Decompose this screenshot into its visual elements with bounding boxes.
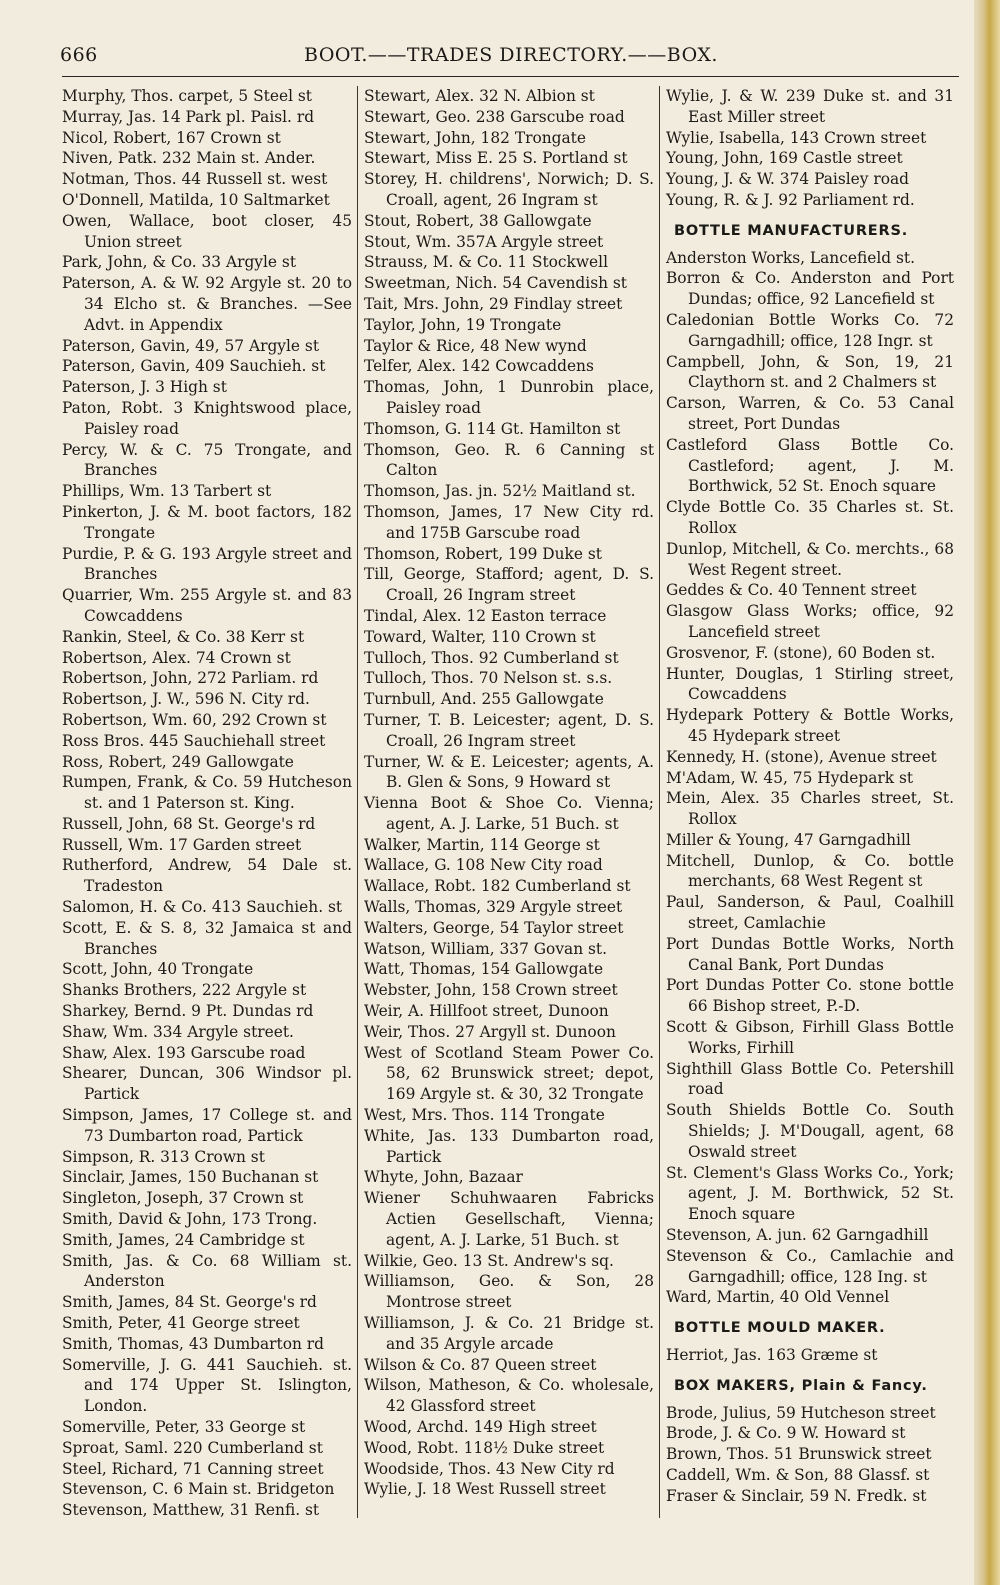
directory-entry: Grosvenor, F. (stone), 60 Boden st.: [666, 643, 936, 662]
directory-entry: Smith, David & John, 173 Trong.: [62, 1210, 318, 1229]
directory-entry: Stewart, Miss E. 25 S. Portland st: [364, 149, 628, 168]
directory-entry: Tulloch, Thos. 70 Nelson st. s.s.: [364, 669, 613, 688]
directory-entry: Storey, H. childrens', Norwich; D. S. Croall, agent, 26 Ingram st: [364, 170, 654, 209]
directory-entry: Rumpen, Frank, & Co. 59 Hutcheson st. and 1 Paterson st. King.: [62, 773, 352, 813]
directory-entry: Smith, James, 24 Cambridge st: [62, 1230, 305, 1249]
directory-entry: St. Clement's Glass Works Co., York; agent, J. M. Borthwick, 52 St. Enoch square: [666, 1163, 954, 1224]
section-heading: BOX MAKERS, Plain & Fancy.: [674, 1377, 928, 1394]
directory-entry: Williamson, Geo. & Son, 28 Montrose street: [364, 1272, 654, 1312]
directory-entry: Robertson, Wm. 60, 292 Crown st: [62, 710, 327, 729]
header-rule: [62, 76, 959, 77]
directory-column-1: [62, 86, 352, 1521]
directory-entry: Simpson, James, 17 College st. and 73 Dumbarton road, Partick: [62, 1106, 352, 1145]
directory-entry: Dunlop, Mitchell, & Co. merchts., 68 West Regent street.: [666, 539, 954, 579]
directory-entry: Turnbull, And. 255 Gallowgate: [364, 690, 604, 709]
directory-entry: M'Adam, W. 45, 75 Hydepark st: [666, 768, 914, 787]
directory-entry: Taylor, John, 19 Trongate: [364, 315, 562, 334]
directory-entry: Steel, Richard, 71 Canning street: [62, 1459, 324, 1478]
directory-entry: Wood, Archd. 149 High street: [364, 1418, 597, 1436]
directory-entry: Caledonian Bottle Works Co. 72 Garngadhill; office, 128 Ingr. st: [666, 310, 954, 350]
directory-entry: Shanks Brothers, 222 Argyle st: [62, 981, 307, 1000]
directory-entry: Fraser & Sinclair, 59 N. Fredk. st: [666, 1486, 927, 1505]
directory-entry: Clyde Bottle Co. 35 Charles st. St. Rollox: [666, 498, 954, 537]
directory-entry: Sweetman, Nich. 54 Cavendish st: [364, 274, 627, 293]
directory-entry: Stout, Robert, 38 Gallowgate: [364, 211, 592, 230]
directory-entry: Quarrier, Wm. 255 Argyle st. and 83 Cowcaddens: [62, 586, 352, 625]
directory-entry: Wylie, Isabella, 143 Crown street: [666, 128, 927, 147]
directory-entry: Castleford Glass Bottle Co. Castleford; agent, J. M. Borthwick, 52 St. Enoch square: [666, 435, 954, 496]
directory-entry: Pinkerton, J. & M. boot factors, 182 Trongate: [62, 502, 352, 542]
directory-entry: Scott, John, 40 Trongate: [62, 960, 254, 979]
directory-entry: Percy, W. & C. 75 Trongate, and Branches: [62, 440, 352, 480]
directory-entry: Borron & Co. Anderston and Port Dundas; office, 92 Lancefield st: [666, 269, 954, 309]
directory-entry: Smith, Jas. & Co. 68 William st. Anderston: [62, 1251, 352, 1291]
directory-entry: Stewart, Alex. 32 N. Albion st: [364, 87, 595, 105]
directory-entry: Sighthill Glass Bottle Co. Petershill road: [666, 1059, 954, 1099]
directory-entry: Hydepark Pottery & Bottle Works, 45 Hydepark street: [666, 706, 954, 745]
directory-entry: Mein, Alex. 35 Charles street, St. Rollox: [666, 789, 954, 829]
directory-entry: Sinclair, James, 150 Buchanan st: [62, 1168, 319, 1187]
directory-entry: Scott, E. & S. 8, 32 Jamaica st and Branches: [62, 918, 352, 958]
directory-entry: Brode, Julius, 59 Hutcheson street: [666, 1403, 936, 1422]
directory-entry: Whyte, John, Bazaar: [364, 1168, 523, 1187]
directory-entry: Turner, T. B. Leicester; agent, D. S. Croall, 26 Ingram street: [364, 710, 654, 750]
directory-entry: Thomson, Jas. jn. 52½ Maitland st.: [364, 482, 636, 501]
directory-entry: Mitchell, Dunlop, & Co. bottle merchants, 68 West Regent st: [666, 851, 954, 891]
directory-entry: Rutherford, Andrew, 54 Dale st. Tradeston: [62, 856, 352, 896]
directory-entry: Young, John, 169 Castle street: [666, 149, 903, 168]
directory-entry: Williamson, J. & Co. 21 Bridge st. and 35 Argyle arcade: [364, 1314, 654, 1353]
directory-entry: Geddes & Co. 40 Tennent street: [666, 581, 917, 600]
directory-entry: Sharkey, Bernd. 9 Pt. Dundas rd: [62, 1002, 314, 1021]
directory-entry: Stevenson, Matthew, 31 Renfi. st: [62, 1501, 320, 1520]
directory-entry: Purdie, P. & G. 193 Argyle street and Branches: [62, 544, 352, 584]
directory-entry: Port Dundas Potter Co. stone bottle 66 Bishop street, P.-D.: [666, 976, 954, 1016]
directory-entry: Shaw, Wm. 334 Argyle street.: [62, 1022, 294, 1041]
directory-entry: Young, J. & W. 374 Paisley road: [666, 170, 910, 189]
directory-entry: O'Donnell, Matilda, 10 Saltmarket: [62, 190, 330, 209]
directory-entry: Walters, George, 54 Taylor street: [364, 918, 624, 937]
page-number: 666: [60, 44, 98, 66]
directory-entry: Vienna Boot & Shoe Co. Vienna; agent, A. J. Larke, 51 Buch. st: [364, 794, 654, 833]
directory-entry: Miller & Young, 47 Garngadhill: [666, 830, 911, 849]
directory-entry: Ward, Martin, 40 Old Vennel: [666, 1288, 890, 1307]
directory-entry: Wallace, G. 108 New City road: [364, 856, 603, 875]
directory-entry: Shearer, Duncan, 306 Windsor pl. Partick: [62, 1064, 352, 1104]
directory-entry: Thomson, Geo. R. 6 Canning st Calton: [364, 440, 654, 480]
directory-entry: Thomson, G. 114 Gt. Hamilton st: [364, 419, 621, 438]
directory-entry: Paterson, Gavin, 49, 57 Argyle st: [62, 336, 320, 355]
directory-entry: Wilkie, Geo. 13 St. Andrew's sq.: [364, 1251, 614, 1270]
directory-entry: Wiener Schuhwaaren Fabricks Actien Gesellschaft, Vienna; agent, A. J. Larke, 51 Buch. st: [364, 1189, 654, 1249]
directory-entry: Weir, A. Hillfoot street, Dunoon: [364, 1002, 609, 1021]
directory-entry: Wylie, J. & W. 239 Duke st. and 31 East Miller street: [666, 87, 954, 126]
directory-entry: Robertson, J. W., 596 N. City rd.: [62, 690, 310, 709]
directory-entry: Smith, Thomas, 43 Dumbarton rd: [62, 1334, 325, 1353]
directory-entry: Wood, Robt. 118½ Duke street: [364, 1438, 605, 1457]
directory-entry: Brode, J. & Co. 9 W. Howard st: [666, 1424, 906, 1443]
directory-entry: Taylor & Rice, 48 New wynd: [364, 336, 587, 355]
directory-entry: Watt, Thomas, 154 Gallowgate: [364, 960, 604, 979]
directory-entry: White, Jas. 133 Dumbarton road, Partick: [364, 1126, 654, 1166]
directory-entry: West of Scotland Steam Power Co. 58, 62 Brunswick street; depot, 169 Argyle st. & 30, 32 Trongate: [364, 1043, 654, 1104]
directory-entry: Strauss, M. & Co. 11 Stockwell: [364, 253, 608, 272]
directory-entry: Toward, Walter, 110 Crown st: [364, 627, 596, 646]
directory-entry: Brown, Thos. 51 Brunswick street: [666, 1445, 932, 1464]
directory-entry: Stewart, John, 182 Trongate: [364, 128, 586, 147]
directory-entry: Wilson & Co. 87 Queen street: [364, 1355, 597, 1374]
directory-entry: Paul, Sanderson, & Paul, Coalhill street, Camlachie: [666, 893, 954, 933]
section-heading: BOTTLE MANUFACTURERS.: [674, 222, 909, 239]
directory-entry: Robertson, Alex. 74 Crown st: [62, 648, 291, 667]
directory-entry: Singleton, Joseph, 37 Crown st: [62, 1189, 304, 1208]
directory-entry: Watson, William, 337 Govan st.: [364, 939, 607, 958]
directory-entry: Paterson, Gavin, 409 Sauchieh. st: [62, 357, 326, 376]
section-heading: BOTTLE MOULD MAKER.: [674, 1320, 886, 1337]
directory-entry: Murphy, Thos. carpet, 5 Steel st: [62, 87, 312, 105]
directory-entry: Somerville, J. G. 441 Sauchieh. st. and 174 Upper St. Islington, London.: [62, 1355, 352, 1416]
directory-entry: Young, R. & J. 92 Parliament rd.: [666, 190, 915, 209]
directory-entry: Notman, Thos. 44 Russell st. west: [62, 170, 328, 189]
directory-entry: Thomson, James, 17 New City rd. and 175B Garscube road: [364, 502, 654, 542]
directory-entry: Park, John, & Co. 33 Argyle st: [62, 253, 297, 272]
directory-entry: Till, George, Stafford; agent, D. S. Croall, 26 Ingram street: [364, 565, 654, 605]
directory-entry: Stevenson & Co., Camlachie and Garngadhill; office, 128 Ing. st: [666, 1246, 954, 1286]
directory-entry: Salomon, H. & Co. 413 Sauchieh. st: [62, 898, 343, 917]
directory-entry: Thomson, Robert, 199 Duke st: [364, 544, 602, 563]
directory-entry: Caddell, Wm. & Son, 88 Glassf. st: [666, 1466, 930, 1484]
directory-entry: Walker, Martin, 114 George st: [364, 835, 600, 854]
directory-entry: Stevenson, C. 6 Main st. Bridgeton: [62, 1480, 335, 1499]
directory-entry: Carson, Warren, & Co. 53 Canal street, Port Dundas: [666, 394, 954, 433]
directory-entry: Paterson, A. & W. 92 Argyle st. 20 to 34 Elcho st. & Branches. —See Advt. in Appendix: [62, 274, 352, 334]
directory-entry: Sproat, Saml. 220 Cumberland st: [62, 1438, 323, 1457]
directory-entry: Paterson, J. 3 High st: [62, 378, 227, 397]
column-divider: [659, 86, 660, 1518]
directory-entry: Stevenson, A. jun. 62 Garngadhill: [666, 1226, 929, 1245]
directory-entry: Woodside, Thos. 43 New City rd: [364, 1459, 615, 1478]
directory-entry: Tait, Mrs. John, 29 Findlay street: [364, 294, 623, 313]
directory-entry: Herriot, Jas. 163 Græme st: [666, 1346, 878, 1365]
directory-entry: Port Dundas Bottle Works, North Canal Bank, Port Dundas: [666, 934, 954, 974]
directory-entry: Ross, Robert, 249 Gallowgate: [62, 752, 294, 771]
directory-entry: Kennedy, H. (stone), Avenue street: [666, 747, 937, 766]
directory-entry: Smith, James, 84 St. George's rd: [62, 1293, 317, 1312]
directory-entry: Telfer, Alex. 142 Cowcaddens: [364, 357, 594, 376]
directory-entry: Tindal, Alex. 12 Easton terrace: [364, 606, 607, 625]
directory-entry: Scott & Gibson, Firhill Glass Bottle Works, Firhill: [666, 1018, 954, 1057]
directory-entry: Rankin, Steel, & Co. 38 Kerr st: [62, 627, 305, 646]
directory-entry: Walls, Thomas, 329 Argyle street: [364, 898, 623, 917]
page-header: [60, 44, 960, 74]
directory-entry: Paton, Robt. 3 Knightswood place, Paisley road: [62, 398, 352, 438]
directory-entry: Murray, Jas. 14 Park pl. Paisl. rd: [62, 107, 315, 126]
directory-entry: Russell, Wm. 17 Garden street: [62, 835, 302, 854]
directory-entry: South Shields Bottle Co. South Shields; J. M'Dougall, agent, 68 Oswald street: [666, 1101, 954, 1161]
column-divider: [357, 86, 358, 1518]
directory-entry: Glasgow Glass Works; office, 92 Lancefield street: [666, 602, 954, 641]
directory-entry: Ross Bros. 445 Sauchiehall street: [62, 731, 326, 750]
directory-entry: Russell, John, 68 St. George's rd: [62, 814, 316, 833]
directory-entry: West, Mrs. Thos. 114 Trongate: [364, 1106, 605, 1125]
directory-column-2: [364, 86, 654, 1500]
directory-entry: Shaw, Alex. 193 Garscube road: [62, 1043, 306, 1062]
directory-entry: Simpson, R. 313 Crown st: [62, 1147, 265, 1166]
directory-entry: Owen, Wallace, boot closer, 45 Union street: [62, 211, 352, 251]
running-title: BOOT.——TRADES DIRECTORY.——BOX.: [304, 44, 718, 66]
directory-column-3: [666, 86, 954, 1507]
directory-entry: Wilson, Matheson, & Co. wholesale, 42 Glassford street: [364, 1376, 654, 1416]
directory-entry: Campbell, John, & Son, 19, 21 Claythorn st. and 2 Chalmers st: [666, 352, 954, 392]
directory-entry: Nicol, Robert, 167 Crown st: [62, 128, 281, 147]
directory-entry: Wylie, J. 18 West Russell street: [364, 1480, 606, 1499]
directory-entry: Stewart, Geo. 238 Garscube road: [364, 107, 625, 126]
directory-entry: Smith, Peter, 41 George street: [62, 1314, 300, 1333]
directory-entry: Webster, John, 158 Crown street: [364, 981, 618, 1000]
directory-entry: Phillips, Wm. 13 Tarbert st: [62, 482, 272, 501]
directory-entry: Hunter, Douglas, 1 Stirling street, Cowcaddens: [666, 664, 954, 704]
directory-entry: Somerville, Peter, 33 George st: [62, 1418, 306, 1436]
directory-entry: Anderston Works, Lancefield st.: [666, 248, 915, 267]
directory-entry: Turner, W. & E. Leicester; agents, A. B. Glen & Sons, 9 Howard st: [364, 752, 654, 792]
directory-entry: Thomas, John, 1 Dunrobin place, Paisley road: [364, 378, 654, 417]
directory-entry: Niven, Patk. 232 Main st. Ander.: [62, 149, 316, 168]
page-edge: [974, 0, 1000, 1585]
directory-entry: Stout, Wm. 357A Argyle street: [364, 232, 604, 251]
directory-entry: Tulloch, Thos. 92 Cumberland st: [364, 648, 619, 667]
directory-entry: Wallace, Robt. 182 Cumberland st: [364, 877, 631, 896]
directory-entry: Robertson, John, 272 Parliam. rd: [62, 669, 319, 688]
directory-entry: Weir, Thos. 27 Argyll st. Dunoon: [364, 1022, 616, 1041]
